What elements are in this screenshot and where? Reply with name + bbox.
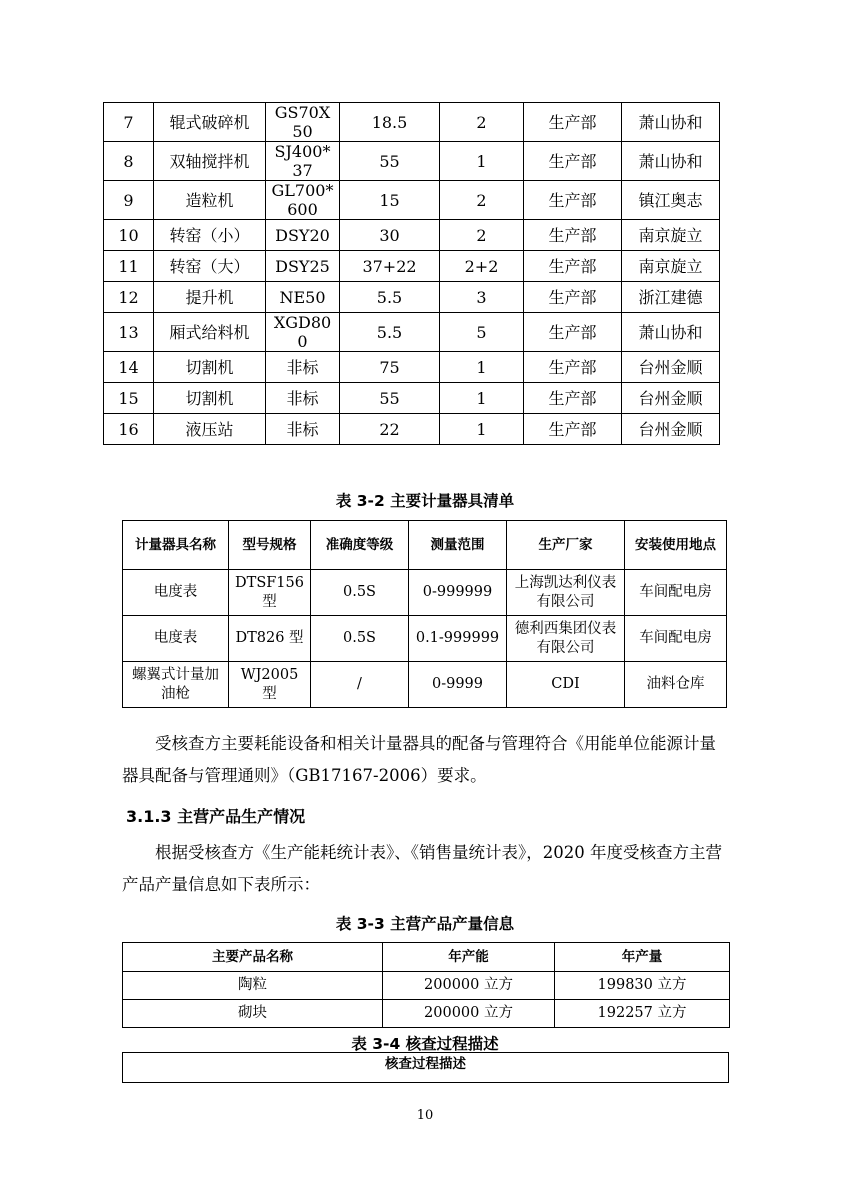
meter-table-header-row	[123, 521, 727, 570]
table-row	[123, 570, 727, 616]
equipment-table	[103, 102, 720, 445]
table-cell: 螺翼式计量加 油枪	[123, 662, 229, 708]
table-row	[104, 352, 720, 383]
table-cell: WJ2005 型	[229, 662, 311, 708]
table-cell: 2	[440, 103, 524, 142]
table-cell: /	[311, 662, 409, 708]
paragraph-production-info: 根据受核查方《生产能耗统计表》、《销售量统计表》，2020 年度受核查方主营产品产量信息如下表所示：	[122, 843, 722, 894]
table-cell: 0-999999	[409, 570, 507, 616]
column-header: 准确度等级	[311, 521, 409, 570]
product-table	[122, 942, 730, 1028]
table-cell: 0-9999	[409, 662, 507, 708]
table-cell: 5.5	[340, 282, 440, 313]
table-row	[104, 181, 720, 220]
table-cell: 南京旋立	[622, 251, 720, 282]
table-row	[104, 414, 720, 445]
table-cell: NE50	[266, 282, 340, 313]
table-cell: 200000 立方	[383, 972, 555, 1000]
process-table-header: 核查过程描述	[123, 1053, 729, 1083]
table-row	[123, 662, 727, 708]
table-cell: SJ400* 37	[266, 142, 340, 181]
table-cell: 生产部	[524, 181, 622, 220]
table-cell: 双轴搅拌机	[154, 142, 266, 181]
paragraph-metering-compliance: 受核查方主要耗能设备和相关计量器具的配备与管理符合《用能单位能源计量器具配备与管理通则》（GB17167-2006）要求。	[122, 734, 716, 785]
table-cell: 生产部	[524, 103, 622, 142]
table-cell: 砌块	[123, 1000, 383, 1028]
table-cell: CDI	[507, 662, 625, 708]
table-cell: 浙江建德	[622, 282, 720, 313]
table-cell: 转窑（小）	[154, 220, 266, 251]
table-cell: DT826 型	[229, 616, 311, 662]
table-cell: 生产部	[524, 220, 622, 251]
table-cell: 陶粒	[123, 972, 383, 1000]
table-cell: 切割机	[154, 352, 266, 383]
table-cell: 55	[340, 383, 440, 414]
table-cell: 生产部	[524, 282, 622, 313]
table-cell: 2	[440, 220, 524, 251]
table-cell: 造粒机	[154, 181, 266, 220]
table-cell: 12	[104, 282, 154, 313]
table-cell: 切割机	[154, 383, 266, 414]
table-cell: 0.5S	[311, 570, 409, 616]
table-cell: 0.5S	[311, 616, 409, 662]
table-cell: 萧山协和	[622, 313, 720, 352]
table-row	[104, 383, 720, 414]
table-cell: DSY20	[266, 220, 340, 251]
table-cell: 1	[440, 414, 524, 445]
table-cell: 30	[340, 220, 440, 251]
table-cell: XGD80 0	[266, 313, 340, 352]
table-cell: 18.5	[340, 103, 440, 142]
column-header: 测量范围	[409, 521, 507, 570]
meter-table-body	[123, 570, 727, 708]
page-number: 10	[416, 1108, 434, 1123]
table-cell: 台州金顺	[622, 414, 720, 445]
table-cell: 37+22	[340, 251, 440, 282]
product-table-header-row	[123, 943, 730, 972]
column-header: 主要产品名称	[123, 943, 383, 972]
table-cell: 生产部	[524, 352, 622, 383]
table-cell: 5	[440, 313, 524, 352]
table-row	[104, 251, 720, 282]
table-cell: 生产部	[524, 251, 622, 282]
table-row	[123, 972, 730, 1000]
table-cell: DTSF156 型	[229, 570, 311, 616]
table-cell: 台州金顺	[622, 352, 720, 383]
table-cell: 转窑（大）	[154, 251, 266, 282]
table-cell: 192257 立方	[555, 1000, 730, 1028]
table-cell: 55	[340, 142, 440, 181]
equipment-table-body	[104, 103, 720, 445]
table-row	[104, 142, 720, 181]
column-header: 年产量	[555, 943, 730, 972]
column-header: 型号规格	[229, 521, 311, 570]
table-cell: 15	[340, 181, 440, 220]
table-cell: 非标	[266, 414, 340, 445]
table-cell: 1	[440, 352, 524, 383]
meter-table	[122, 520, 727, 708]
table-row	[104, 103, 720, 142]
table-cell: 22	[340, 414, 440, 445]
process-table	[122, 1052, 729, 1083]
table-cell: 0.1-999999	[409, 616, 507, 662]
table-cell: 200000 立方	[383, 1000, 555, 1028]
table-cell: 14	[104, 352, 154, 383]
table-cell: 南京旋立	[622, 220, 720, 251]
table-cell: 电度表	[123, 570, 229, 616]
table-row	[104, 282, 720, 313]
table-cell: 1	[440, 383, 524, 414]
table-cell: 萧山协和	[622, 103, 720, 142]
table-cell: 厢式给料机	[154, 313, 266, 352]
table-row	[104, 220, 720, 251]
product-table-caption: 表 3-3 主营产品产量信息	[335, 915, 515, 933]
table-cell: 德利西集团仪表 有限公司	[507, 616, 625, 662]
table-cell: 辊式破碎机	[154, 103, 266, 142]
table-cell: 生产部	[524, 414, 622, 445]
table-cell: 8	[104, 142, 154, 181]
column-header: 计量器具名称	[123, 521, 229, 570]
table-cell: 75	[340, 352, 440, 383]
table-row	[123, 616, 727, 662]
table-cell: GS70X 50	[266, 103, 340, 142]
section-heading: 3.1.3 主营产品生产情况	[126, 807, 306, 826]
table-cell: 非标	[266, 352, 340, 383]
table-cell: 液压站	[154, 414, 266, 445]
table-cell: 15	[104, 383, 154, 414]
table-row	[123, 1000, 730, 1028]
table-cell: 台州金顺	[622, 383, 720, 414]
table-cell: 199830 立方	[555, 972, 730, 1000]
table-cell: 生产部	[524, 142, 622, 181]
table-cell: 2	[440, 181, 524, 220]
table-cell: 1	[440, 142, 524, 181]
table-cell: 16	[104, 414, 154, 445]
column-header: 年产能	[383, 943, 555, 972]
table-cell: GL700* 600	[266, 181, 340, 220]
table-cell: 上海凯达利仪表 有限公司	[507, 570, 625, 616]
table-cell: 5.5	[340, 313, 440, 352]
column-header: 生产厂家	[507, 521, 625, 570]
table-cell: 生产部	[524, 383, 622, 414]
table-row	[104, 313, 720, 352]
process-table-caption: 表 3-4 核查过程描述	[351, 1035, 499, 1053]
table-cell: 提升机	[154, 282, 266, 313]
table-cell: 镇江奥志	[622, 181, 720, 220]
table-cell: 车间配电房	[625, 616, 727, 662]
table-cell: 7	[104, 103, 154, 142]
meter-table-caption: 表 3-2 主要计量器具清单	[335, 492, 515, 510]
table-cell: 11	[104, 251, 154, 282]
table-cell: 非标	[266, 383, 340, 414]
table-cell: 车间配电房	[625, 570, 727, 616]
column-header: 安装使用地点	[625, 521, 727, 570]
table-cell: 2+2	[440, 251, 524, 282]
product-table-body	[123, 972, 730, 1028]
table-cell: 生产部	[524, 313, 622, 352]
table-cell: 油料仓库	[625, 662, 727, 708]
table-cell: 3	[440, 282, 524, 313]
table-cell: 电度表	[123, 616, 229, 662]
table-cell: 9	[104, 181, 154, 220]
table-cell: 10	[104, 220, 154, 251]
table-cell: DSY25	[266, 251, 340, 282]
table-cell: 13	[104, 313, 154, 352]
table-cell: 萧山协和	[622, 142, 720, 181]
